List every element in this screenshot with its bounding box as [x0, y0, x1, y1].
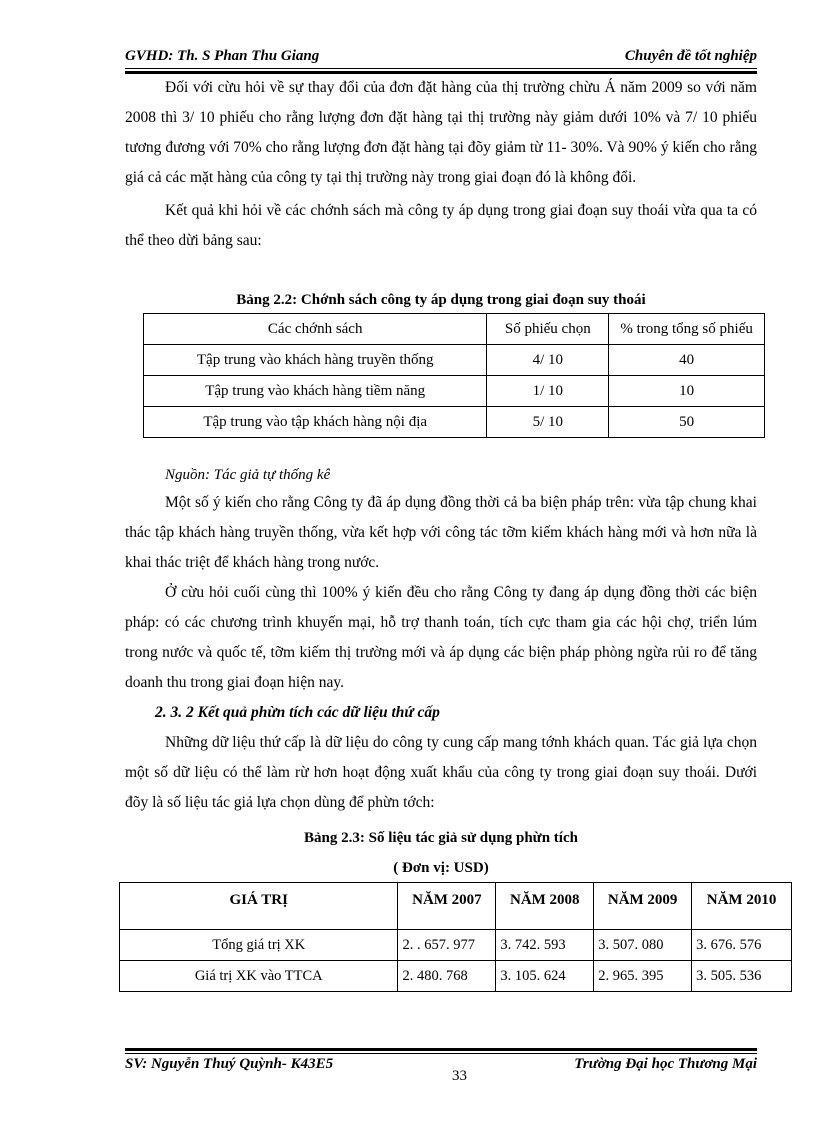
paragraph-5: Những dữ liệu thứ cấp là dữ liệu do công ty cung cấp mang tớnh khách quan. Tác giả lựa chọn một số dữ liệu có thể làm rừ hơn hoạt động xuất khẩu của công ty trong giai đoạn suy thoái. Dưới đõy là số liệu tác giả lựa chọn dùng để phừn tớch: — [125, 734, 757, 811]
table-header-cell: NĂM 2010 — [692, 883, 792, 930]
table-header-row — [120, 883, 792, 930]
table-header-cell: NĂM 2007 — [398, 883, 496, 930]
footer-rule-thick — [125, 1048, 757, 1051]
table-cell: 3. 507. 080 — [594, 930, 692, 961]
table-row — [144, 345, 765, 376]
table-cell: Tập trung vào tập khách hàng nội địa — [144, 407, 487, 438]
page-header — [125, 48, 757, 70]
table-cell: Tập trung vào khách hàng truyền thống — [144, 345, 487, 376]
table-cell: 5/ 10 — [487, 407, 609, 438]
table-row — [120, 961, 792, 992]
footer-student: SV: Nguyễn Thuý Quỳnh- K43E5 — [125, 1056, 334, 1072]
footer-rule-thin — [125, 1053, 757, 1054]
table-cell: 2. 480. 768 — [398, 961, 496, 992]
table2-caption: Bảng 2.3: Số liệu tác giả sử dụng phừn tích — [304, 830, 578, 846]
table-cell: Tập trung vào khách hàng tiềm năng — [144, 376, 487, 407]
paragraph-2: Kết quả khi hỏi về các chớnh sách mà công ty áp dụng trong giai đoạn suy thoái vừa qua ta có thể theo dừi bảng sau: — [125, 202, 757, 249]
table-row — [120, 930, 792, 961]
header-rule-thin — [125, 68, 757, 69]
table-row — [144, 376, 765, 407]
paragraph-3: Một số ý kiến cho rằng Công ty đã áp dụng đồng thời cả ba biện pháp trên: vừa tập chung khai thác tập khách hàng truyền thống, vừa kết hợp với công tác tỡm kiếm khách hàng mới và hơn nữa là khai thác triệt để khách hàng trong nước. — [125, 494, 757, 571]
table-cell: Giá trị XK vào TTCA — [120, 961, 398, 992]
table-header-cell: NĂM 2008 — [496, 883, 594, 930]
table1-caption: Bảng 2.2: Chớnh sách công ty áp dụng trong giai đoạn suy thoái — [236, 292, 646, 308]
table-cell: 4/ 10 — [487, 345, 609, 376]
body-block-1 — [125, 73, 757, 256]
body-block-2 — [125, 462, 757, 818]
paragraph-1: Đối với cừu hỏi về sự thay đổi của đơn đặt hàng của thị trường chừu Á năm 2009 so với năm 2008 thì 3/ 10 phiếu cho rằng lượng đơn đặt hàng tại thị trường này giảm dưới 10% và 7/ 10 phiếu tương đương với 70% cho rằng lượng đơn đặt hàng tại đõy giảm từ 11- 30%. Và 90% ý kiến cho rằng giá cả các mặt hàng của công ty tại thị trường này trong giai đoạn đó là không đổi. — [125, 79, 757, 186]
table-cell: 3. 742. 593 — [496, 930, 594, 961]
page-number: 33 — [452, 1068, 467, 1084]
table-cell: 40 — [609, 345, 765, 376]
table-cell: 2. 965. 395 — [594, 961, 692, 992]
table2-unit: ( Đơn vị: USD) — [393, 860, 489, 876]
table-cell: 3. 505. 536 — [692, 961, 792, 992]
table-header-cell: Số phiếu chọn — [487, 314, 609, 345]
section-heading: 2. 3. 2 Kết quả phừn tích các dữ liệu thứ cấp — [155, 704, 440, 721]
table-header-cell: GIÁ TRỊ — [120, 883, 398, 930]
table-header-cell: % trong tổng số phiếu — [609, 314, 765, 345]
export-value-table — [119, 882, 792, 992]
table-header-cell: Các chớnh sách — [144, 314, 487, 345]
table-cell: 2. . 657. 977 — [398, 930, 496, 961]
table-header-row — [144, 314, 765, 345]
paragraph-4: Ở cừu hỏi cuối cùng thì 100% ý kiến đều cho rằng Công ty đang áp dụng đồng thời các biện pháp: có các chương trình khuyến mại, hỗ trợ thanh toán, tích cực tham gia các hội chợ, triển lúm trong nước và quốc tế, tỡm kiếm thị trường mới và áp dụng các biện pháp phòng ngừa rủi ro để tăng doanh thu trong giai đoạn hiện nay. — [125, 584, 757, 691]
table-row — [144, 407, 765, 438]
table-cell: 3. 105. 624 — [496, 961, 594, 992]
table-cell: 10 — [609, 376, 765, 407]
table-header-cell: NĂM 2009 — [594, 883, 692, 930]
policy-table — [143, 313, 765, 438]
table-cell: 1/ 10 — [487, 376, 609, 407]
footer-university: Trường Đại học Thương Mại — [574, 1056, 757, 1072]
table-cell: 50 — [609, 407, 765, 438]
table1-source: Nguồn: Tác giả tự thống kê — [165, 467, 331, 483]
header-advisor: GVHD: Th. S Phan Thu Giang — [125, 48, 320, 64]
table-cell: 3. 676. 576 — [692, 930, 792, 961]
table-cell: Tổng giá trị XK — [120, 930, 398, 961]
header-title: Chuyên đề tốt nghiệp — [624, 48, 757, 64]
